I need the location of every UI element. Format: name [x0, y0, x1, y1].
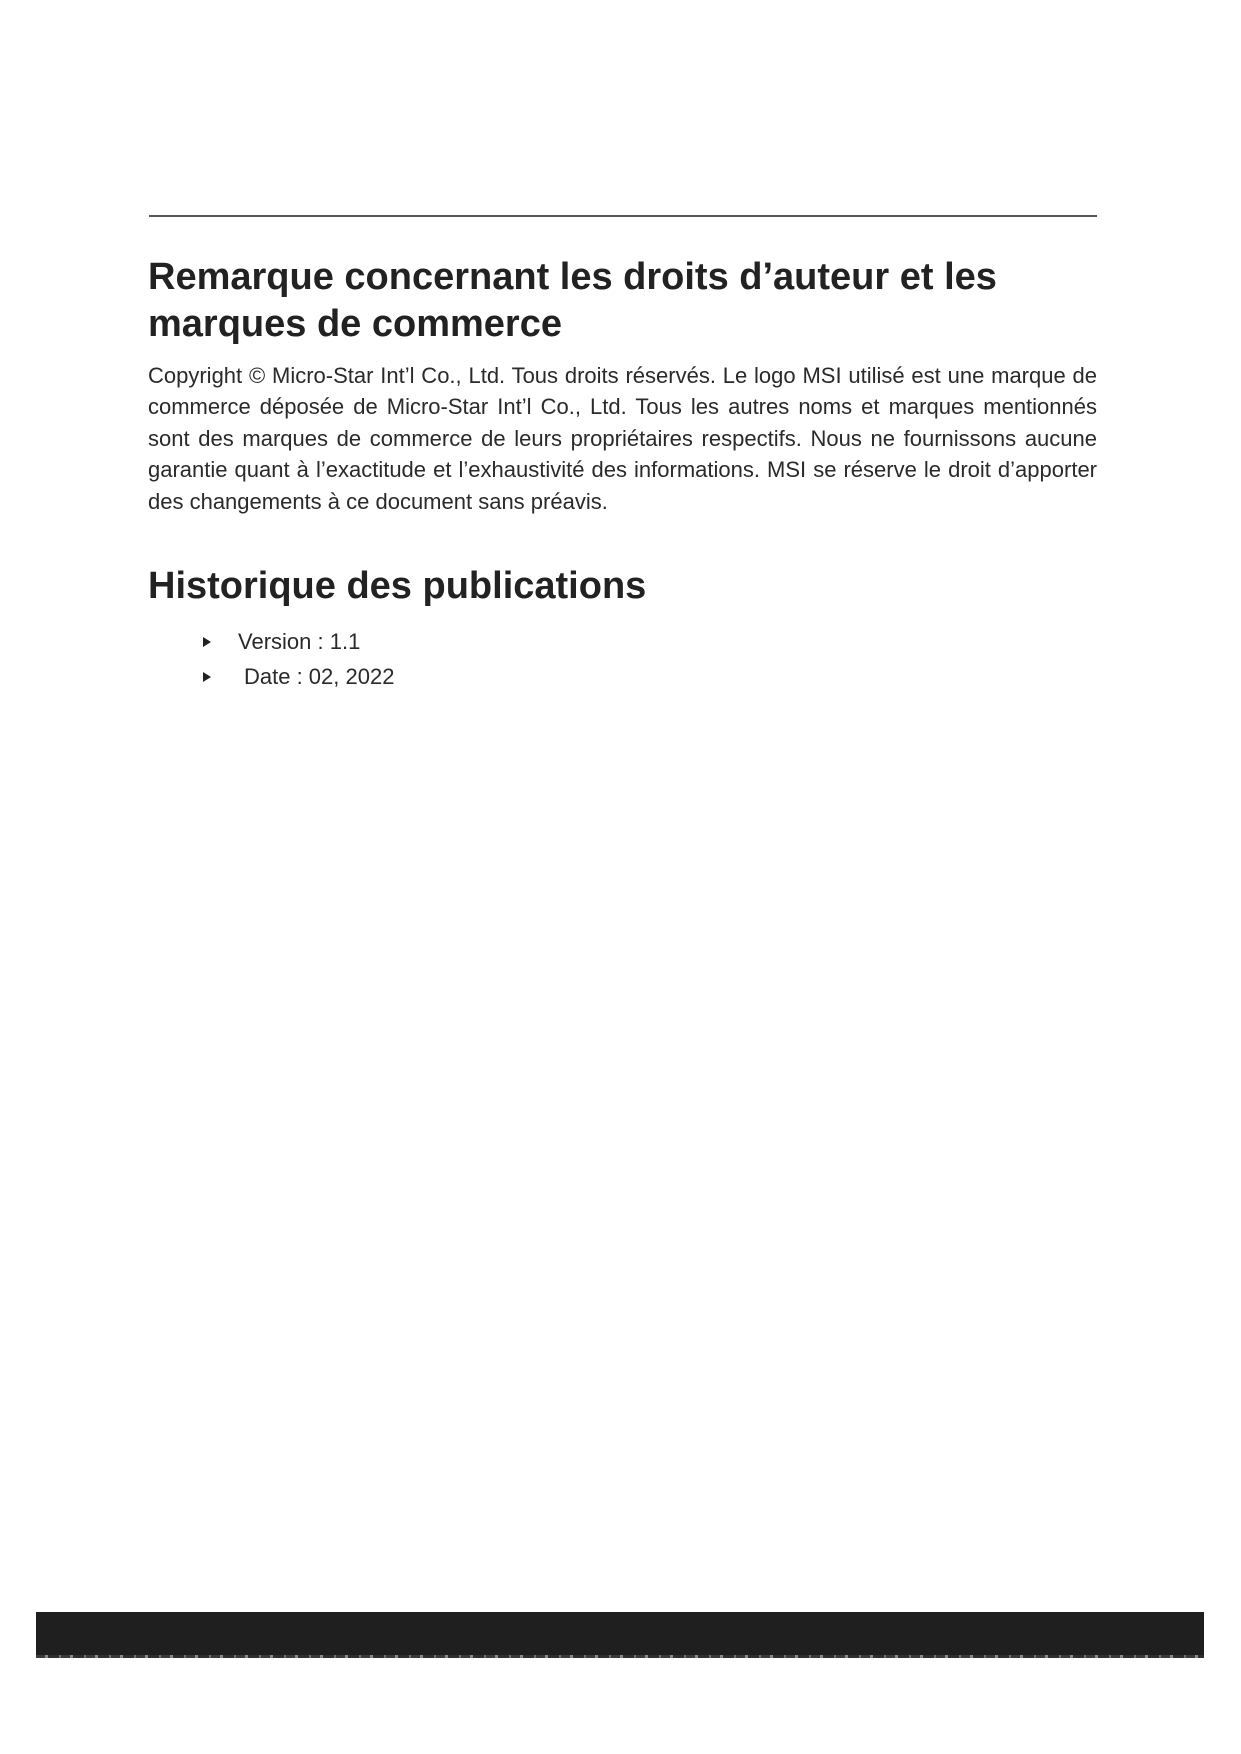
list-item-version	[203, 624, 1097, 659]
footer-stripe	[36, 1655, 1204, 1658]
header-rule	[149, 215, 1097, 217]
triangle-bullet-icon	[203, 637, 211, 647]
history-heading: Historique des publications	[148, 565, 647, 608]
date-text: Date : 02, 2022	[244, 664, 395, 690]
copyright-heading: Remarque concernant les droits d’auteur et les marques de commerce	[148, 256, 997, 345]
copyright-paragraph: Copyright © Micro-Star Int’l Co., Ltd. Tous droits réservés. Le logo MSI utilisé est une marque de commerce déposée de Micro-Star Int’l Co., Ltd. Tous les autres noms et marques mentionnés sont des marques de commerce de leurs propriétaires respectifs. Nous ne fournissons aucune garantie quant à l’exactitude et l’exhaustivité des informations. MSI se réserve le droit d’apporter des changements à ce document sans préavis.	[148, 363, 1097, 514]
footer-band	[36, 1612, 1204, 1658]
version-text: Version : 1.1	[238, 629, 361, 655]
document-content	[148, 254, 1097, 694]
list-item-date	[203, 659, 1097, 694]
history-list	[148, 624, 1097, 694]
triangle-bullet-icon	[203, 672, 211, 682]
